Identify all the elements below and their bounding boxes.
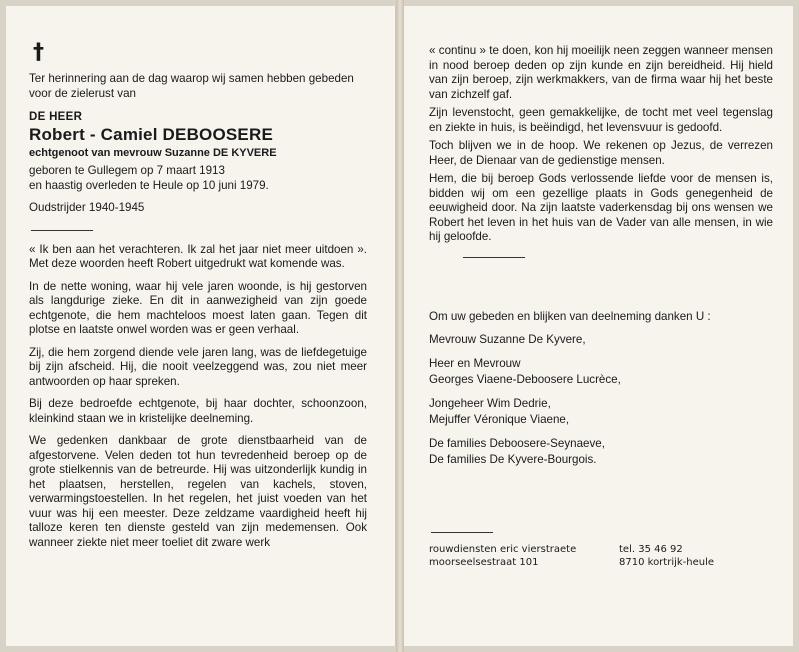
paragraph: « Ik ben aan het verachteren. Ik zal het jaar niet meer uitdoen ». Met deze woorden heeft Robert uitgedrukt wat komende was. [29, 242, 367, 270]
deceased-name: Robert - Camiel DEBOOSERE [29, 124, 273, 144]
printer-street: moorseelsestraat 101 [429, 556, 539, 568]
paragraph: We gedenken dankbaar de grote dienstbaarheid van de afgestorvene. Velen deden tot hun tevredenheid beroep op de grote stielkennis van de betreurde. Hij was uitzonderlijk kundig in het plaatsen, herstellen, regelen van kachels, stoven, verwarmingstoestellen. In het regelen, het juist voeden van het vuur was hij een meester. Deze zeldzame vaardigheid heeft hij talloze keren ten dienste gesteld van zijn medemensen. Ook wanneer ziekte niet meer toeliet dit zware werk [29, 434, 367, 549]
family-line: Heer en Mevrouw [429, 356, 521, 370]
divider [463, 257, 525, 258]
printer-phone: tel. 35 46 92 [619, 543, 683, 555]
family-line: Georges Viaene-Deboosere Lucrèce, [429, 373, 621, 386]
title-heer: DE HEER [29, 111, 83, 123]
divider [431, 532, 493, 533]
card-fold [396, 0, 404, 652]
spouse-line: echtgenoot van mevrouw Suzanne DE KYVERE [29, 146, 277, 159]
family-line: De families Deboosere-Seynaeve, [429, 436, 605, 450]
veteran-line: Oudstrijder 1940-1945 [29, 201, 145, 214]
intro-text: Ter herinnering aan de dag waarop wij samen hebben gebeden voor de zielerust van [29, 72, 354, 100]
family-line: Mejuffer Véronique Viaene, [429, 413, 570, 426]
death-line: en haastig overleden te Heule op 10 juni 1979. [29, 178, 269, 192]
printer-footer [429, 543, 773, 569]
paragraph: Bij deze bedroefde echtgenote, bij haar dochter, schoonzoon, kleinkind staan we in kristelijke deelneming. [29, 397, 367, 425]
printer-company: rouwdiensten eric vierstraete [429, 543, 577, 555]
paragraph: « continu » te doen, kon hij moeilijk neen zeggen wanneer mensen in nood beroep deden op zijn kunde en zijn bereidheid. Hij hield van zijn beroep, zijn werkmakkers, van de firma waar hij het beste van zichzelf gaf. [429, 44, 773, 101]
paragraph: Zij, die hem zorgend diende vele jaren lang, was de liefdegetuige bij zijn afscheid. Hij, die nooit veelzeggend was, zou niet meer antwoorden op haar spreken. [29, 345, 367, 388]
family-line: Mevrouw Suzanne De Kyvere, [429, 333, 586, 346]
paragraph: Zijn levenstocht, geen gemakkelijke, de tocht met veel tegenslag en ziekte in huis, is beëindigd, het levensvuur is gedoofd. [429, 106, 773, 134]
family-line: Jongeheer Wim Dedrie, [429, 396, 551, 410]
family-line: De families De Kyvere-Bourgois. [429, 453, 597, 466]
thanks-text: Om uw gebeden en blijken van deelneming danken U : [429, 309, 711, 323]
divider [31, 230, 93, 231]
right-page [404, 6, 793, 646]
left-page [6, 6, 396, 646]
birth-line: geboren te Gullegem op 7 maart 1913 [29, 164, 225, 177]
paragraph: Toch blijven we in de hoop. We rekenen op Jezus, de verrezen Heer, de Dienaar van de gedienstige mensen. [429, 139, 773, 167]
paragraph: In de nette woning, waar hij vele jaren woonde, is hij gestorven als langdurige zieke. En dit in aanwezigheid van zijn goede echtgenote, die hem machteloos moest laten gaan. Tegen dit plotse en laatste onwel worden was er geen verhaal. [29, 279, 367, 336]
paragraph: Hem, die bij beroep Gods verlossende liefde voor de mensen is, bidden wij om een gezellige plaats in Gods genegenheid de eeuwigheid door. Na zijn laatste vaderkensdag bij ons wensen we Robert het leven in het huis van de Vader van alle mensen, in wie hij geloofde. [429, 172, 773, 243]
cross-icon: † [33, 40, 44, 65]
printer-city: 8710 kortrijk-heule [619, 556, 715, 568]
